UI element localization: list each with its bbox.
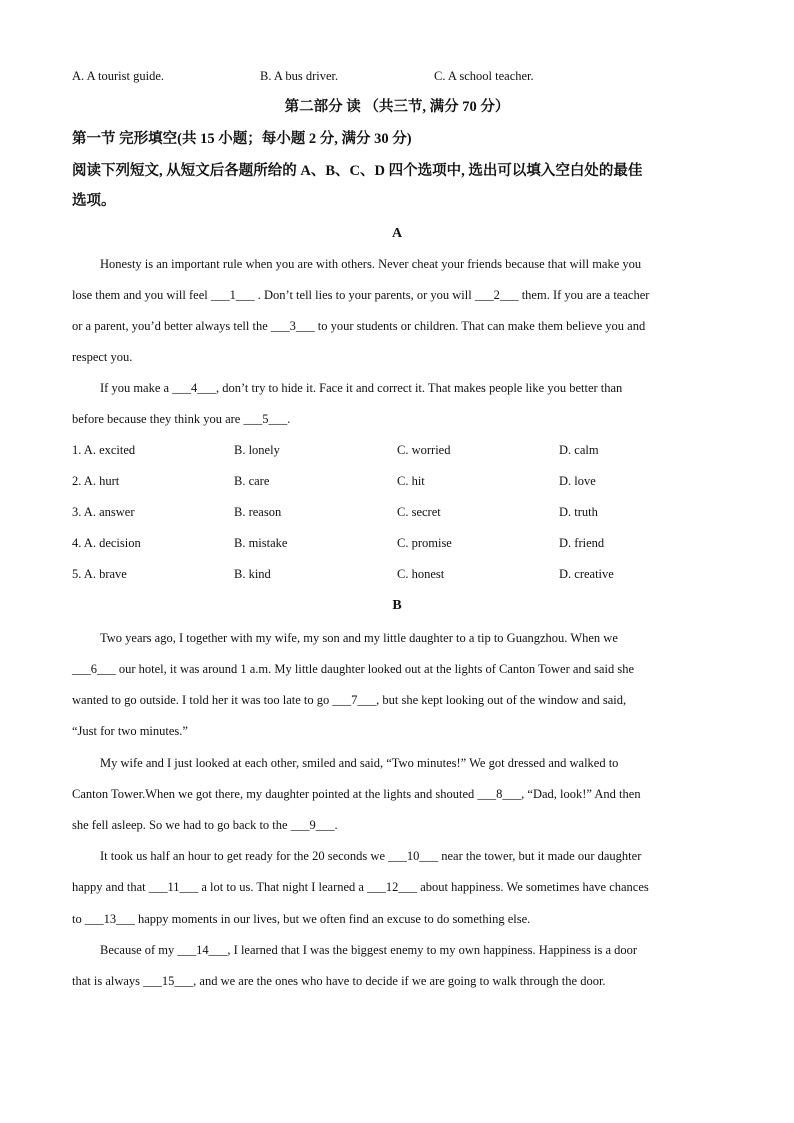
passage-b-line: ___6___ our hotel, it was around 1 a.m. My little daughter looked out at the lights of Canton Tower and said she (72, 662, 634, 676)
passage-a-line: If you make a ___4___, don’t try to hide it. Face it and correct it. That makes people like you better than (100, 381, 623, 395)
passage-b-line: Canton Tower.When we got there, my daughter pointed at the lights and shouted ___8___, “Dad, look!” And then (72, 787, 641, 801)
option-d: D. friend (559, 536, 605, 550)
option-c: C. worried (397, 443, 451, 457)
option-a: 1. A. excited (72, 443, 136, 457)
passage-b-line: happy and that ___11___ a lot to us. That night I learned a ___12___ about happiness. We sometimes have chances (72, 880, 649, 894)
option-c: C. honest (397, 567, 445, 581)
passage-a-line: respect you. (72, 350, 133, 364)
option-a: 3. A. answer (72, 505, 135, 519)
passage-b-line: she fell asleep. So we had to go back to the ___9___. (72, 818, 338, 832)
option-a: 5. A. brave (72, 567, 127, 581)
option-c: C. promise (397, 536, 452, 550)
passage-a-line: lose them and you will feel ___1___ . Don’t tell lies to your parents, or you will ___2___ them. If you are a teacher (72, 288, 650, 302)
passage-b-line: Because of my ___14___, I learned that I was the biggest enemy to my own happiness. Happiness is a door (100, 943, 638, 957)
instructions-line1: 阅读下列短文, 从短文后各题所给的 A、B、C、D 四个选项中, 选出可以填入空白处的最佳 (72, 163, 643, 179)
option-d: D. love (559, 474, 596, 488)
passage-b-line: It took us half an hour to get ready for the 20 seconds we ___10___ near the tower, but it made our daughter (100, 849, 642, 863)
passage-b-line: wanted to go outside. I told her it was too late to go ___7___, but she kept looking out of the window and said, (72, 693, 627, 707)
instructions-line2: 选项。 (72, 193, 116, 209)
option-a: 4. A. decision (72, 536, 141, 550)
passage-b-line: to ___13___ happy moments in our lives, but we often find an excuse to do something else. (72, 912, 531, 926)
option-d: D. calm (559, 443, 599, 457)
option-c: C. secret (397, 505, 441, 519)
option-d: D. creative (559, 567, 614, 581)
section1-title: 第一节 完形填空(共 15 小题；每小题 2 分, 满分 30 分) (72, 131, 412, 147)
top-option-b: B. A bus driver. (260, 69, 339, 83)
option-b: B. lonely (234, 443, 280, 457)
part2-title: 第二部分 读 （共三节, 满分 70 分） (284, 99, 510, 115)
passage-a-label: A (391, 226, 403, 241)
passage-a-line: or a parent, you’d better always tell the ___3___ to your students or children. That can make them believe you and (72, 319, 646, 333)
option-b: B. reason (234, 505, 282, 519)
top-option-a: A. A tourist guide. (72, 69, 165, 83)
option-b: B. care (234, 474, 270, 488)
option-c: C. hit (397, 474, 425, 488)
passage-b-line: Two years ago, I together with my wife, my son and my little daughter to a tip to Guangzhou. When we (100, 631, 618, 645)
option-b: B. kind (234, 567, 271, 581)
passage-a-line: Honesty is an important rule when you are with others. Never cheat your friends because that will make you (100, 257, 642, 271)
option-a: 2. A. hurt (72, 474, 120, 488)
passage-b-label: B (392, 598, 402, 613)
passage-a-line: before because they think you are ___5___. (72, 412, 291, 426)
passage-b-line: that is always ___15___, and we are the ones who have to decide if we are going to walk through the door. (72, 974, 606, 988)
passage-b-line: “Just for two minutes.” (72, 724, 188, 738)
option-b: B. mistake (234, 536, 288, 550)
top-option-c: C. A school teacher. (434, 69, 534, 83)
passage-b-line: My wife and I just looked at each other, smiled and said, “Two minutes!” We got dressed and walked to (100, 756, 619, 770)
option-d: D. truth (559, 505, 598, 519)
